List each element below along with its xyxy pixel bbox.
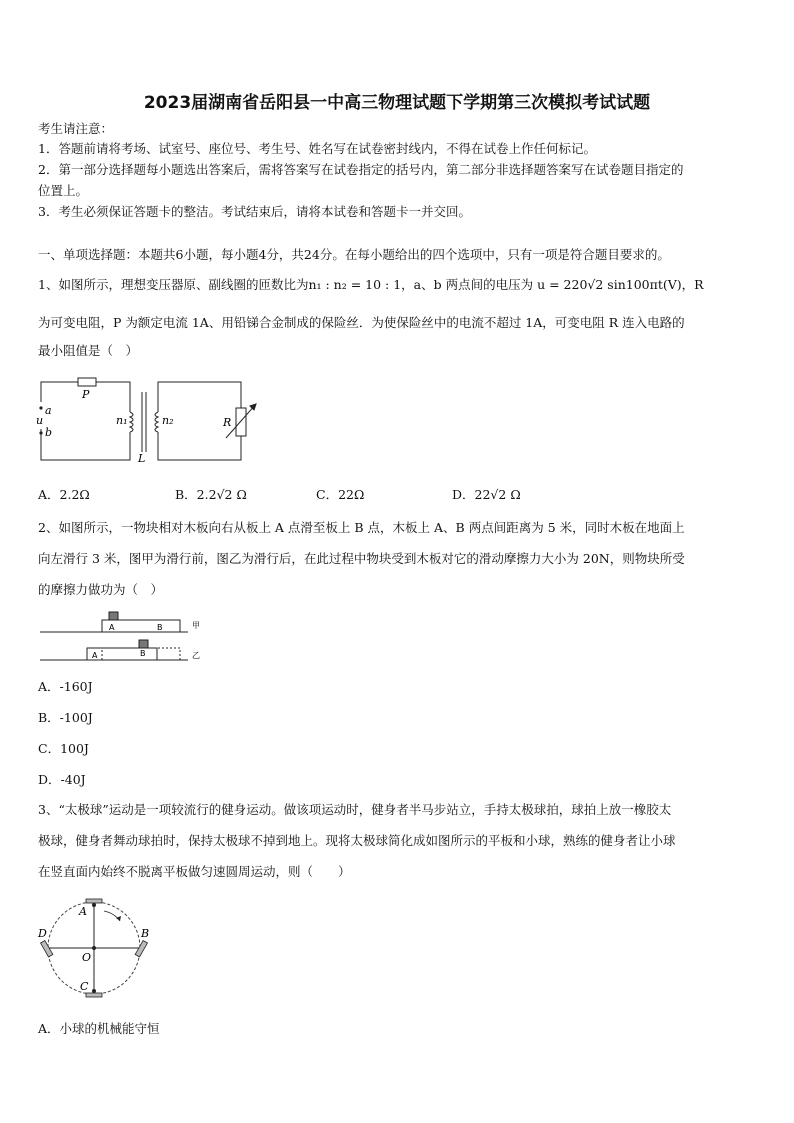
q1-line-3: 最小阻值是（ ） [38, 343, 139, 358]
q1-option-a[interactable]: A．2.2Ω [38, 487, 90, 502]
q1-transformer-circuit [38, 374, 278, 468]
q2-option-d[interactable]: D．-40J [38, 772, 86, 787]
q2-line-2: 向左滑行 3 米，图甲为滑行前，图乙为滑行后，在此过程中物块受到木板对它的滑动摩擦力大小为 20N，则物块所受 [38, 551, 685, 566]
notice-item-2: 2．第一部分选择题每小题选出答案后，需将答案写在试卷指定的括号内，第二部分非选择题答案写在试卷题目指定的 [38, 162, 684, 177]
notice-item-2-cont: 位置上。 [38, 183, 89, 198]
q1-option-c[interactable]: C．22Ω [316, 487, 365, 502]
center-O-label: O [82, 951, 92, 964]
point-C-label: C [80, 980, 89, 993]
q2-board-block-figure [38, 608, 208, 664]
n2-label: n₂ [162, 414, 174, 427]
fig-jia-point-b: B [157, 623, 163, 632]
q1-option-b[interactable]: B．2.2√2 Ω [175, 487, 247, 502]
q1-line-2: 为可变电阻，P 为额定电流 1A、用铅锑合金制成的保险丝．为使保险丝中的电流不超过 1A，可变电阻 R 连入电路的 [38, 315, 685, 330]
q1-option-d[interactable]: D．22√2 Ω [452, 487, 521, 502]
point-B-label: B [141, 927, 150, 940]
q3-circular-motion-figure [38, 895, 158, 1005]
section-heading: 一、单项选择题：本题共6小题，每小题4分，共24分。在每小题给出的四个选项中，只有一项是符合题目要求的。 [38, 247, 670, 262]
q3-line-3: 在竖直面内始终不脱离平板做匀速圆周运动，则（ ） [38, 864, 351, 879]
terminal-b-label: b [45, 426, 53, 439]
resistor-R-label: R [223, 416, 232, 429]
voltage-u-label: u [36, 414, 44, 427]
fig-jia-point-a: A [109, 623, 115, 632]
page-title: 2023届湖南省岳阳县一中高三物理试题下学期第三次模拟考试试题 [143, 93, 651, 113]
fig-jia-label: 甲 [192, 621, 200, 630]
terminal-a-label: a [45, 404, 52, 417]
q1-line-1: 1、如图所示，理想变压器原、副线圈的匝数比为n₁ : n₂ = 10 : 1，a、b 两点间的电压为 u = 220√2 sin100πt(V)，R [38, 277, 704, 292]
q3-line-2: 极球，健身者舞动球拍时，保持太极球不掉到地上。现将太极球简化成如图所示的平板和小球，熟练的健身者让小球 [38, 833, 676, 848]
fig-yi-label: 乙 [192, 651, 200, 660]
q2-line-3: 的摩擦力做功为（ ） [38, 582, 164, 597]
fig-yi-point-b: B [140, 649, 146, 658]
q2-line-1: 2、如图所示，一物块相对木板向右从板上 A 点滑至板上 B 点，木板上 A、B 两点间距离为 5 米，同时木板在地面上 [38, 520, 685, 535]
q3-option-a[interactable]: A．小球的机械能守恒 [38, 1021, 160, 1036]
q2-option-a[interactable]: A．-160J [38, 679, 93, 694]
notice-head: 考生请注意： [38, 121, 114, 136]
fig-yi-point-a: A [92, 651, 98, 660]
n1-label: n₁ [116, 414, 128, 427]
core-L-label: L [138, 452, 146, 465]
fuse-label: P [82, 388, 90, 401]
point-A-label: A [79, 905, 87, 918]
q2-option-b[interactable]: B．-100J [38, 710, 93, 725]
q2-option-c[interactable]: C．100J [38, 741, 89, 756]
q3-line-1: 3、“太极球”运动是一项较流行的健身运动。做该项运动时，健身者半马步站立，手持太极球拍，球拍上放一橡胶太 [38, 802, 672, 817]
notice-item-3: 3．考生必须保证答题卡的整洁。考试结束后，请将本试卷和答题卡一并交回。 [38, 204, 471, 219]
notice-item-1: 1．答题前请将考场、试室号、座位号、考生号、姓名写在试卷密封线内，不得在试卷上作任何标记。 [38, 141, 596, 156]
point-D-label: D [38, 927, 47, 940]
